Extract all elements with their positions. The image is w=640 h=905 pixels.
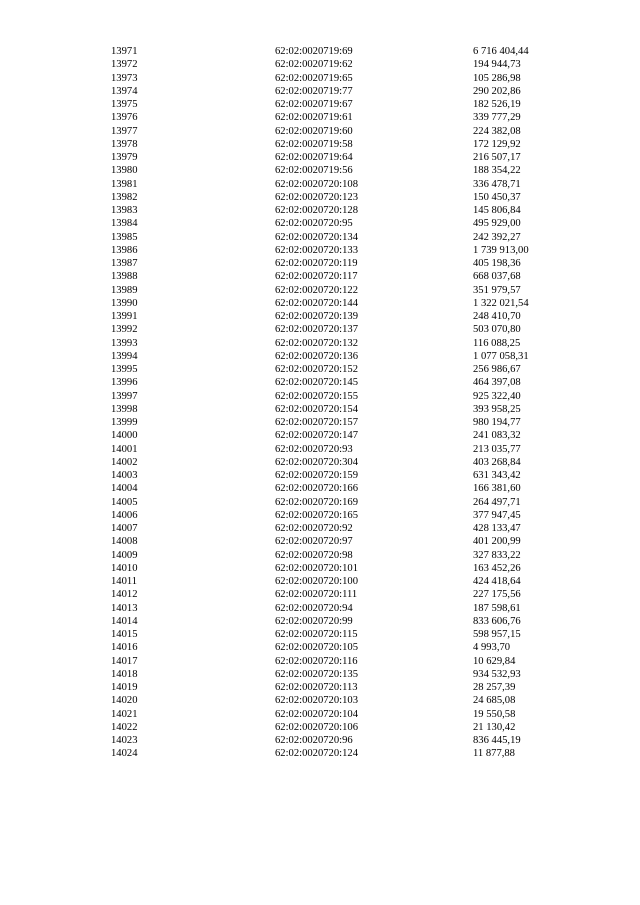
cadastral-value: 145 806,84 <box>473 205 521 216</box>
cadastral-number: 62:02:0020720:166 <box>275 483 358 495</box>
table-row <box>0 376 640 389</box>
table-row <box>0 164 640 177</box>
cadastral-value: 19 550,58 <box>473 708 516 720</box>
row-number: 13976 <box>111 112 138 124</box>
row-number: 14009 <box>111 549 138 561</box>
cadastral-value: 166 381,60 <box>473 483 521 495</box>
cadastral-number: 62:02:0020720:105 <box>275 642 358 654</box>
row-number: 14017 <box>111 655 138 667</box>
table-row <box>0 85 640 98</box>
cadastral-value: 925 322,40 <box>473 390 521 402</box>
cadastral-number: 62:02:0020720:95 <box>275 218 353 230</box>
cadastral-value: 241 083,32 <box>473 430 521 442</box>
cadastral-value-table <box>0 45 640 761</box>
cadastral-value: 264 497,71 <box>473 496 521 508</box>
table-row <box>0 310 640 323</box>
table-row <box>0 602 640 615</box>
row-number: 13993 <box>111 337 138 349</box>
table-row <box>0 496 640 509</box>
table-row <box>0 509 640 522</box>
cadastral-number: 62:02:0020720:134 <box>275 231 358 243</box>
row-number: 14013 <box>111 602 138 614</box>
cadastral-value: 216 507,17 <box>473 152 521 163</box>
table-row <box>0 350 640 363</box>
cadastral-number: 62:02:0020720:139 <box>275 311 358 322</box>
cadastral-number: 62:02:0020719:65 <box>275 72 353 84</box>
row-number: 13988 <box>111 271 138 283</box>
table-row <box>0 747 640 760</box>
table-row <box>0 482 640 495</box>
cadastral-number: 62:02:0020719:58 <box>275 138 353 150</box>
table-row <box>0 588 640 601</box>
table-row <box>0 217 640 230</box>
row-number: 14011 <box>111 576 138 587</box>
cadastral-number: 62:02:0020719:62 <box>275 59 353 71</box>
row-number: 14000 <box>111 430 138 442</box>
cadastral-number: 62:02:0020720:93 <box>275 443 353 455</box>
row-number: 14019 <box>111 682 138 693</box>
cadastral-number: 62:02:0020719:67 <box>275 99 353 110</box>
row-number: 14023 <box>111 735 138 746</box>
table-row <box>0 734 640 747</box>
cadastral-value: 182 526,19 <box>473 99 521 110</box>
cadastral-number: 62:02:0020720:99 <box>275 615 353 627</box>
row-number: 14024 <box>111 748 138 760</box>
table-row <box>0 522 640 535</box>
cadastral-number: 62:02:0020720:144 <box>275 297 358 309</box>
table-row <box>0 125 640 138</box>
table-row <box>0 151 640 164</box>
cadastral-value: 631 343,42 <box>473 470 521 481</box>
row-number: 14004 <box>111 483 138 495</box>
row-number: 13986 <box>111 244 138 256</box>
cadastral-value: 290 202,86 <box>473 85 521 97</box>
table-row <box>0 138 640 151</box>
cadastral-value: 187 598,61 <box>473 602 521 614</box>
cadastral-number: 62:02:0020719:69 <box>275 46 353 57</box>
row-number: 14002 <box>111 456 138 468</box>
cadastral-number: 62:02:0020720:113 <box>275 682 358 693</box>
row-number: 14008 <box>111 536 138 548</box>
cadastral-number: 62:02:0020720:92 <box>275 523 353 534</box>
cadastral-number: 62:02:0020720:117 <box>275 271 358 283</box>
row-number: 14020 <box>111 695 138 707</box>
cadastral-value: 28 257,39 <box>473 682 516 693</box>
row-number: 14001 <box>111 443 138 455</box>
row-number: 13984 <box>111 218 138 230</box>
table-row <box>0 270 640 283</box>
row-number: 13980 <box>111 165 138 177</box>
row-number: 13998 <box>111 403 138 415</box>
table-row <box>0 721 640 734</box>
table-row <box>0 549 640 562</box>
cadastral-value: 495 929,00 <box>473 218 521 230</box>
table-row <box>0 284 640 297</box>
row-number: 14005 <box>111 496 138 508</box>
table-row <box>0 668 640 681</box>
table-row <box>0 337 640 350</box>
row-number: 14016 <box>111 642 138 654</box>
cadastral-number: 62:02:0020720:103 <box>275 695 358 707</box>
row-number: 13994 <box>111 350 138 362</box>
cadastral-value: 336 478,71 <box>473 178 521 190</box>
cadastral-value: 403 268,84 <box>473 456 521 468</box>
row-number: 14006 <box>111 509 138 521</box>
cadastral-value: 1 322 021,54 <box>473 297 529 309</box>
row-number: 14010 <box>111 562 138 574</box>
cadastral-value: 836 445,19 <box>473 735 521 746</box>
cadastral-number: 62:02:0020720:123 <box>275 191 358 203</box>
row-number: 13981 <box>111 178 138 190</box>
row-number: 13982 <box>111 191 138 203</box>
cadastral-value: 833 606,76 <box>473 615 521 627</box>
row-number: 13992 <box>111 324 138 336</box>
cadastral-value: 1 077 058,31 <box>473 350 529 362</box>
cadastral-value: 11 877,88 <box>473 748 515 760</box>
cadastral-number: 62:02:0020719:60 <box>275 125 353 137</box>
table-row <box>0 390 640 403</box>
cadastral-value: 668 037,68 <box>473 271 521 283</box>
cadastral-number: 62:02:0020720:96 <box>275 735 353 746</box>
cadastral-value: 464 397,08 <box>473 377 521 389</box>
cadastral-number: 62:02:0020720:147 <box>275 430 358 442</box>
cadastral-number: 62:02:0020720:108 <box>275 178 358 190</box>
table-row <box>0 681 640 694</box>
table-row <box>0 469 640 482</box>
cadastral-number: 62:02:0020720:106 <box>275 721 358 733</box>
cadastral-number: 62:02:0020720:135 <box>275 668 358 680</box>
cadastral-value: 194 944,73 <box>473 59 521 71</box>
cadastral-value: 503 070,80 <box>473 324 521 336</box>
cadastral-number: 62:02:0020720:133 <box>275 244 358 256</box>
cadastral-number: 62:02:0020720:145 <box>275 377 358 389</box>
row-number: 13987 <box>111 258 138 269</box>
cadastral-value: 428 133,47 <box>473 523 521 534</box>
cadastral-value: 10 629,84 <box>473 655 516 667</box>
cadastral-value: 172 129,92 <box>473 138 521 150</box>
table-row <box>0 562 640 575</box>
row-number: 13990 <box>111 297 138 309</box>
row-number: 13991 <box>111 311 138 322</box>
row-number: 13977 <box>111 125 138 137</box>
cadastral-value: 405 198,36 <box>473 258 521 269</box>
cadastral-number: 62:02:0020720:97 <box>275 536 353 548</box>
cadastral-value: 24 685,08 <box>473 695 516 707</box>
cadastral-value: 163 452,26 <box>473 562 521 574</box>
cadastral-number: 62:02:0020720:155 <box>275 390 358 402</box>
cadastral-value: 227 175,56 <box>473 589 521 601</box>
cadastral-number: 62:02:0020720:124 <box>275 748 358 760</box>
table-row <box>0 535 640 548</box>
cadastral-number: 62:02:0020719:64 <box>275 152 353 163</box>
table-row <box>0 323 640 336</box>
row-number: 13975 <box>111 99 138 110</box>
row-number: 13999 <box>111 417 138 428</box>
cadastral-value: 980 194,77 <box>473 417 521 428</box>
cadastral-number: 62:02:0020720:137 <box>275 324 358 336</box>
cadastral-value: 424 418,64 <box>473 576 521 587</box>
table-row <box>0 403 640 416</box>
row-number: 14022 <box>111 721 138 733</box>
cadastral-value: 1 739 913,00 <box>473 244 529 256</box>
cadastral-value: 105 286,98 <box>473 72 521 84</box>
cadastral-number: 62:02:0020720:165 <box>275 509 358 521</box>
table-row <box>0 655 640 668</box>
row-number: 13995 <box>111 364 138 375</box>
table-row <box>0 575 640 588</box>
cadastral-number: 62:02:0020720:132 <box>275 337 358 349</box>
cadastral-number: 62:02:0020720:94 <box>275 602 353 614</box>
cadastral-value: 256 986,67 <box>473 364 521 375</box>
row-number: 14012 <box>111 589 138 601</box>
table-row <box>0 363 640 376</box>
cadastral-number: 62:02:0020720:157 <box>275 417 358 428</box>
cadastral-value: 242 392,27 <box>473 231 521 243</box>
table-row <box>0 98 640 111</box>
table-row <box>0 708 640 721</box>
row-number: 13997 <box>111 390 138 402</box>
row-number: 14003 <box>111 470 138 481</box>
table-row <box>0 72 640 85</box>
cadastral-value: 598 957,15 <box>473 629 521 640</box>
cadastral-number: 62:02:0020720:122 <box>275 284 358 296</box>
table-row <box>0 244 640 257</box>
table-row <box>0 641 640 654</box>
cadastral-number: 62:02:0020720:101 <box>275 562 358 574</box>
row-number: 13979 <box>111 152 138 163</box>
cadastral-value: 21 130,42 <box>473 721 516 733</box>
table-row <box>0 204 640 217</box>
row-number: 14015 <box>111 629 138 640</box>
cadastral-value: 339 777,29 <box>473 112 521 124</box>
cadastral-number: 62:02:0020720:98 <box>275 549 353 561</box>
table-row <box>0 628 640 641</box>
cadastral-number: 62:02:0020720:104 <box>275 708 358 720</box>
cadastral-number: 62:02:0020720:128 <box>275 205 358 216</box>
cadastral-number: 62:02:0020720:119 <box>275 258 358 269</box>
table-row <box>0 456 640 469</box>
cadastral-number: 62:02:0020720:304 <box>275 456 358 468</box>
table-row <box>0 111 640 124</box>
table-row <box>0 615 640 628</box>
row-number: 13971 <box>111 46 138 57</box>
cadastral-number: 62:02:0020720:115 <box>275 629 358 640</box>
cadastral-number: 62:02:0020719:56 <box>275 165 353 177</box>
cadastral-value: 4 993,70 <box>473 642 511 654</box>
cadastral-value: 377 947,45 <box>473 509 521 521</box>
cadastral-number: 62:02:0020720:116 <box>275 655 358 667</box>
row-number: 13983 <box>111 205 138 216</box>
table-row <box>0 45 640 58</box>
cadastral-number: 62:02:0020719:61 <box>275 112 353 124</box>
cadastral-value: 150 450,37 <box>473 191 521 203</box>
row-number: 14007 <box>111 523 138 534</box>
table-row <box>0 416 640 429</box>
table-row <box>0 694 640 707</box>
table-row <box>0 191 640 204</box>
row-number: 14021 <box>111 708 138 720</box>
row-number: 13996 <box>111 377 138 389</box>
cadastral-number: 62:02:0020720:136 <box>275 350 358 362</box>
cadastral-value: 6 716 404,44 <box>473 46 529 57</box>
table-row <box>0 58 640 71</box>
row-number: 14014 <box>111 615 138 627</box>
row-number: 13985 <box>111 231 138 243</box>
cadastral-number: 62:02:0020720:159 <box>275 470 358 481</box>
cadastral-value: 934 532,93 <box>473 668 521 680</box>
table-row <box>0 443 640 456</box>
table-row <box>0 257 640 270</box>
cadastral-value: 224 382,08 <box>473 125 521 137</box>
row-number: 13978 <box>111 138 138 150</box>
cadastral-number: 62:02:0020720:111 <box>275 589 358 601</box>
cadastral-value: 188 354,22 <box>473 165 521 177</box>
cadastral-value: 327 833,22 <box>473 549 521 561</box>
row-number: 13972 <box>111 59 138 71</box>
table-row <box>0 231 640 244</box>
table-row <box>0 297 640 310</box>
cadastral-value: 116 088,25 <box>473 337 521 349</box>
cadastral-value: 351 979,57 <box>473 284 521 296</box>
cadastral-number: 62:02:0020720:154 <box>275 403 358 415</box>
table-row <box>0 429 640 442</box>
cadastral-value: 401 200,99 <box>473 536 521 548</box>
row-number: 13974 <box>111 85 138 97</box>
row-number: 13973 <box>111 72 138 84</box>
cadastral-number: 62:02:0020719:77 <box>275 85 353 97</box>
row-number: 13989 <box>111 284 138 296</box>
table-row <box>0 178 640 191</box>
cadastral-value: 393 958,25 <box>473 403 521 415</box>
cadastral-number: 62:02:0020720:100 <box>275 576 358 587</box>
cadastral-number: 62:02:0020720:152 <box>275 364 358 375</box>
row-number: 14018 <box>111 668 138 680</box>
cadastral-number: 62:02:0020720:169 <box>275 496 358 508</box>
cadastral-value: 248 410,70 <box>473 311 521 322</box>
cadastral-value: 213 035,77 <box>473 443 521 455</box>
